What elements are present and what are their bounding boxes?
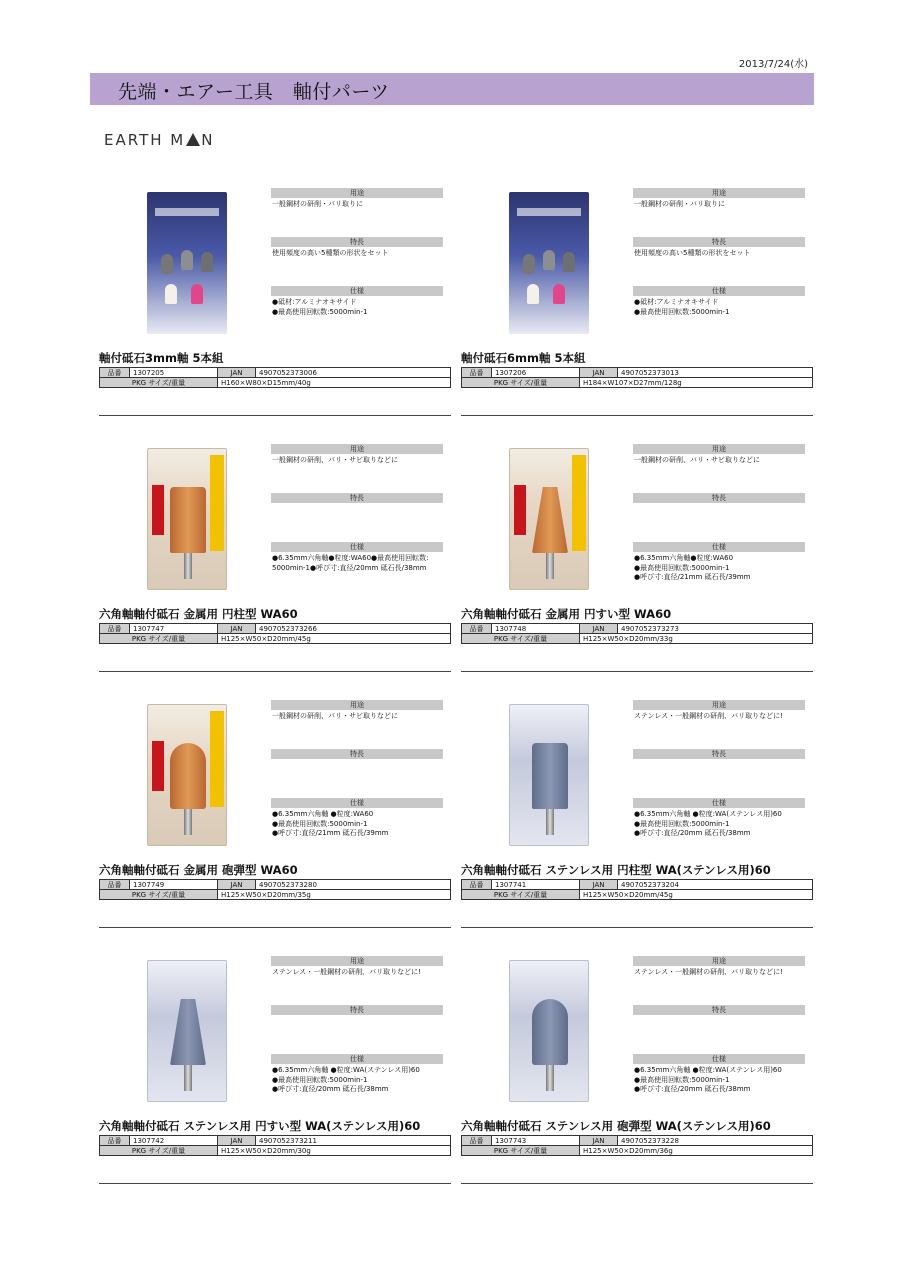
feature-block bbox=[633, 749, 805, 761]
usage-text: 一般鋼材の研削、バリ・サビ取りなどに bbox=[272, 456, 398, 464]
usage-block bbox=[633, 956, 805, 978]
spec-block bbox=[271, 542, 443, 573]
spec-text: ●6.35mm六角軸●粒度:WA60●最高使用回転数: 5000min-1●呼び寸:直径/20mm 砥石長/38mm bbox=[272, 554, 429, 572]
pkg-value: H160×W80×D15mm/40g bbox=[218, 378, 451, 388]
product-card bbox=[99, 948, 451, 1203]
brand-logo-left: EARTH M bbox=[104, 131, 186, 149]
pkg-label: PKG サイズ/重量 bbox=[100, 1146, 218, 1156]
stone-icon bbox=[543, 250, 555, 270]
jan-value: 4907052373204 bbox=[618, 880, 813, 890]
spec-block bbox=[633, 798, 805, 839]
stone-icon bbox=[201, 252, 213, 272]
usage-heading: 用途 bbox=[633, 956, 805, 966]
jan-label: JAN bbox=[218, 1136, 256, 1146]
product-card bbox=[99, 180, 451, 435]
jan-value: 4907052373211 bbox=[256, 1136, 451, 1146]
hex-shaft-icon bbox=[546, 809, 554, 835]
usage-block bbox=[633, 700, 805, 722]
feature-text bbox=[271, 759, 443, 761]
stone-icon bbox=[161, 254, 173, 274]
spec-heading: 仕様 bbox=[633, 1054, 805, 1064]
spec-block bbox=[633, 286, 805, 317]
usage-text: ステンレス・一般鋼材の研削、バリ取りなどに! bbox=[634, 712, 783, 720]
feature-block bbox=[633, 493, 805, 505]
pkg-label: PKG サイズ/重量 bbox=[462, 1146, 580, 1156]
feature-text bbox=[633, 1015, 805, 1017]
part-no-label: 品番 bbox=[462, 1136, 492, 1146]
spec-text: ●砥材:アルミナオキサイド ●最高使用回転数:5000min-1 bbox=[272, 298, 368, 316]
brand-logo bbox=[104, 131, 214, 149]
feature-heading: 特長 bbox=[271, 1005, 443, 1015]
table-row bbox=[462, 378, 813, 388]
hex-shaft-icon bbox=[184, 809, 192, 835]
table-row bbox=[462, 634, 813, 644]
usage-text: 一般鋼材の研削、バリ・サビ取りなどに bbox=[634, 456, 760, 464]
spec-heading: 仕様 bbox=[271, 286, 443, 296]
spec-block bbox=[271, 798, 443, 839]
stone-icon bbox=[523, 254, 535, 274]
table-row bbox=[100, 1136, 451, 1146]
pkg-value: H125×W50×D20mm/45g bbox=[218, 634, 451, 644]
part-no-value: 1307741 bbox=[492, 880, 580, 890]
package-stripe bbox=[517, 208, 581, 216]
table-row bbox=[100, 1146, 451, 1156]
jan-label: JAN bbox=[218, 368, 256, 378]
section-divider bbox=[99, 927, 451, 928]
product-name: 六角軸軸付砥石 ステンレス用 砲弾型 WA(ステンレス用)60 bbox=[461, 1119, 771, 1133]
feature-block bbox=[271, 749, 443, 761]
usage-block bbox=[271, 700, 443, 722]
hex-shaft-icon bbox=[546, 553, 554, 579]
product-image bbox=[147, 192, 227, 334]
usage-heading: 用途 bbox=[271, 188, 443, 198]
usage-block bbox=[271, 188, 443, 210]
table-row bbox=[462, 1136, 813, 1146]
feature-text bbox=[633, 503, 805, 505]
part-no-label: 品番 bbox=[100, 624, 130, 634]
product-name: 六角軸軸付砥石 金属用 円すい型 WA60 bbox=[461, 607, 672, 621]
usage-heading: 用途 bbox=[271, 956, 443, 966]
pkg-label: PKG サイズ/重量 bbox=[100, 634, 218, 644]
pkg-value: H125×W50×D20mm/45g bbox=[580, 890, 813, 900]
feature-text: 使用頻度の高い5種類の形状をセット bbox=[634, 249, 751, 257]
part-no-value: 1307742 bbox=[130, 1136, 218, 1146]
feature-block bbox=[633, 1005, 805, 1017]
spec-heading: 仕様 bbox=[271, 1054, 443, 1064]
stone-icon bbox=[553, 284, 565, 304]
pkg-value: H125×W50×D20mm/36g bbox=[580, 1146, 813, 1156]
spec-block bbox=[271, 1054, 443, 1095]
grinding-stone-icon bbox=[170, 487, 206, 553]
part-no-label: 品番 bbox=[100, 880, 130, 890]
category-title: 先端・エアー工具 軸付パーツ bbox=[118, 81, 390, 103]
table-row bbox=[462, 1146, 813, 1156]
pkg-label: PKG サイズ/重量 bbox=[462, 378, 580, 388]
feature-text bbox=[271, 503, 443, 505]
product-name: 軸付砥石3mm軸 5本組 bbox=[99, 351, 224, 365]
part-no-value: 1307747 bbox=[130, 624, 218, 634]
package-label bbox=[210, 455, 224, 551]
product-info-table bbox=[99, 1135, 451, 1156]
part-no-label: 品番 bbox=[462, 368, 492, 378]
pkg-label: PKG サイズ/重量 bbox=[100, 890, 218, 900]
spec-block bbox=[633, 542, 805, 583]
grinding-stone-icon bbox=[532, 743, 568, 809]
usage-text: ステンレス・一般鋼材の研削、バリ取りなどに! bbox=[634, 968, 783, 976]
table-row bbox=[462, 368, 813, 378]
product-image bbox=[509, 448, 589, 590]
pkg-value: H125×W50×D20mm/35g bbox=[218, 890, 451, 900]
jan-label: JAN bbox=[218, 624, 256, 634]
feature-heading: 特長 bbox=[271, 493, 443, 503]
jan-value: 4907052373273 bbox=[618, 624, 813, 634]
spec-heading: 仕様 bbox=[633, 286, 805, 296]
product-name: 六角軸軸付砥石 ステンレス用 円柱型 WA(ステンレス用)60 bbox=[461, 863, 771, 877]
part-no-value: 1307206 bbox=[492, 368, 580, 378]
jan-value: 4907052373006 bbox=[256, 368, 451, 378]
usage-text: 一般鋼材の研削・バリ取りに bbox=[272, 200, 363, 208]
table-row bbox=[100, 634, 451, 644]
spec-heading: 仕様 bbox=[633, 542, 805, 552]
spec-text: ●砥材:アルミナオキサイド ●最高使用回転数:5000min-1 bbox=[634, 298, 730, 316]
usage-text: 一般鋼材の研削、バリ・サビ取りなどに bbox=[272, 712, 398, 720]
jan-value: 4907052373280 bbox=[256, 880, 451, 890]
feature-heading: 特長 bbox=[633, 493, 805, 503]
table-row bbox=[462, 880, 813, 890]
spec-heading: 仕様 bbox=[633, 798, 805, 808]
spec-text: ●6.35mm六角軸 ●粒度:WA60 ●最高使用回転数:5000min-1 ●呼び寸:直径/21mm 砥石長/39mm bbox=[272, 810, 389, 837]
feature-heading: 特長 bbox=[271, 237, 443, 247]
part-no-value: 1307748 bbox=[492, 624, 580, 634]
product-info-table bbox=[99, 879, 451, 900]
pkg-label: PKG サイズ/重量 bbox=[100, 378, 218, 388]
brand-triangle-icon bbox=[186, 133, 200, 146]
package-label bbox=[152, 741, 164, 791]
feature-heading: 特長 bbox=[633, 1005, 805, 1015]
product-card bbox=[461, 180, 813, 435]
section-divider bbox=[99, 671, 451, 672]
pkg-value: H125×W50×D20mm/33g bbox=[580, 634, 813, 644]
table-row bbox=[100, 368, 451, 378]
table-row bbox=[100, 890, 451, 900]
package-label bbox=[572, 455, 586, 551]
product-name: 六角軸軸付砥石 金属用 円柱型 WA60 bbox=[99, 607, 298, 621]
stone-icon bbox=[563, 252, 575, 272]
section-divider bbox=[461, 671, 813, 672]
hex-shaft-icon bbox=[546, 1065, 554, 1091]
jan-label: JAN bbox=[580, 368, 618, 378]
jan-value: 4907052373266 bbox=[256, 624, 451, 634]
feature-text bbox=[633, 759, 805, 761]
product-image bbox=[509, 960, 589, 1102]
section-divider bbox=[461, 927, 813, 928]
pkg-label: PKG サイズ/重量 bbox=[462, 634, 580, 644]
spec-heading: 仕様 bbox=[271, 798, 443, 808]
table-row bbox=[462, 890, 813, 900]
part-no-value: 1307743 bbox=[492, 1136, 580, 1146]
table-row bbox=[100, 880, 451, 890]
product-image bbox=[147, 448, 227, 590]
grinding-stone-icon bbox=[170, 999, 206, 1065]
usage-heading: 用途 bbox=[633, 444, 805, 454]
package-label bbox=[514, 485, 526, 535]
stone-icon bbox=[165, 284, 177, 304]
part-no-label: 品番 bbox=[462, 624, 492, 634]
stone-icon bbox=[191, 284, 203, 304]
usage-block bbox=[633, 188, 805, 210]
product-image bbox=[147, 960, 227, 1102]
product-card bbox=[461, 948, 813, 1203]
product-card bbox=[461, 436, 813, 691]
usage-heading: 用途 bbox=[633, 188, 805, 198]
spec-text: ●6.35mm六角軸 ●粒度:WA(ステンレス用)60 ●最高使用回転数:5000min-1 ●呼び寸:直径/20mm 砥石長/38mm bbox=[272, 1066, 420, 1093]
section-divider bbox=[99, 415, 451, 416]
category-header-bar bbox=[90, 73, 814, 105]
table-row bbox=[100, 378, 451, 388]
jan-value: 4907052373013 bbox=[618, 368, 813, 378]
feature-text: 使用頻度の高い5種類の形状をセット bbox=[272, 249, 389, 257]
part-no-label: 品番 bbox=[100, 1136, 130, 1146]
usage-block bbox=[633, 444, 805, 466]
package-label bbox=[210, 711, 224, 807]
usage-block bbox=[271, 956, 443, 978]
feature-heading: 特長 bbox=[633, 749, 805, 759]
jan-value: 4907052373228 bbox=[618, 1136, 813, 1146]
table-row bbox=[462, 624, 813, 634]
product-image bbox=[509, 704, 589, 846]
spec-block bbox=[271, 286, 443, 317]
jan-label: JAN bbox=[580, 880, 618, 890]
product-info-table bbox=[461, 1135, 813, 1156]
feature-text bbox=[271, 1015, 443, 1017]
part-no-value: 1307749 bbox=[130, 880, 218, 890]
part-no-label: 品番 bbox=[100, 368, 130, 378]
usage-heading: 用途 bbox=[271, 444, 443, 454]
pkg-value: H184×W107×D27mm/128g bbox=[580, 378, 813, 388]
pkg-label: PKG サイズ/重量 bbox=[462, 890, 580, 900]
grinding-stone-icon bbox=[532, 487, 568, 553]
spec-text: ●6.35mm六角軸 ●粒度:WA(ステンレス用)60 ●最高使用回転数:5000min-1 ●呼び寸:直径/20mm 砥石長/38mm bbox=[634, 1066, 782, 1093]
product-info-table bbox=[99, 623, 451, 644]
product-info-table bbox=[461, 879, 813, 900]
product-info-table bbox=[461, 367, 813, 388]
section-divider bbox=[461, 415, 813, 416]
jan-label: JAN bbox=[580, 624, 618, 634]
part-no-label: 品番 bbox=[462, 880, 492, 890]
product-name: 軸付砥石6mm軸 5本組 bbox=[461, 351, 586, 365]
grinding-stone-icon bbox=[532, 999, 568, 1065]
jan-label: JAN bbox=[218, 880, 256, 890]
feature-block bbox=[633, 237, 805, 259]
table-row bbox=[100, 624, 451, 634]
hex-shaft-icon bbox=[184, 553, 192, 579]
grinding-stone-icon bbox=[170, 743, 206, 809]
spec-text: ●6.35mm六角軸●粒度:WA60 ●最高使用回転数:5000min-1 ●呼び寸:直径/21mm 砥石長/39mm bbox=[634, 554, 751, 581]
feature-block bbox=[271, 1005, 443, 1017]
pkg-value: H125×W50×D20mm/30g bbox=[218, 1146, 451, 1156]
product-card bbox=[461, 692, 813, 947]
brand-logo-right: N bbox=[201, 131, 215, 149]
package-stripe bbox=[155, 208, 219, 216]
package-label bbox=[152, 485, 164, 535]
stone-icon bbox=[527, 284, 539, 304]
spec-block bbox=[633, 1054, 805, 1095]
spec-heading: 仕様 bbox=[271, 542, 443, 552]
feature-heading: 特長 bbox=[633, 237, 805, 247]
print-date: 2013/7/24(水) bbox=[738, 59, 808, 70]
product-image bbox=[147, 704, 227, 846]
usage-heading: 用途 bbox=[633, 700, 805, 710]
product-image bbox=[509, 192, 589, 334]
feature-block bbox=[271, 493, 443, 505]
usage-heading: 用途 bbox=[271, 700, 443, 710]
feature-block bbox=[271, 237, 443, 259]
product-info-table bbox=[461, 623, 813, 644]
usage-block bbox=[271, 444, 443, 466]
feature-heading: 特長 bbox=[271, 749, 443, 759]
product-card bbox=[99, 436, 451, 691]
section-divider bbox=[99, 1183, 451, 1184]
stone-icon bbox=[181, 250, 193, 270]
jan-label: JAN bbox=[580, 1136, 618, 1146]
section-divider bbox=[461, 1183, 813, 1184]
spec-text: ●6.35mm六角軸 ●粒度:WA(ステンレス用)60 ●最高使用回転数:5000min-1 ●呼び寸:直径/20mm 砥石長/38mm bbox=[634, 810, 782, 837]
product-name: 六角軸軸付砥石 金属用 砲弾型 WA60 bbox=[99, 863, 298, 877]
part-no-value: 1307205 bbox=[130, 368, 218, 378]
product-info-table bbox=[99, 367, 451, 388]
hex-shaft-icon bbox=[184, 1065, 192, 1091]
usage-text: 一般鋼材の研削・バリ取りに bbox=[634, 200, 725, 208]
usage-text: ステンレス・一般鋼材の研削、バリ取りなどに! bbox=[272, 968, 421, 976]
product-card bbox=[99, 692, 451, 947]
product-name: 六角軸軸付砥石 ステンレス用 円すい型 WA(ステンレス用)60 bbox=[99, 1119, 421, 1133]
